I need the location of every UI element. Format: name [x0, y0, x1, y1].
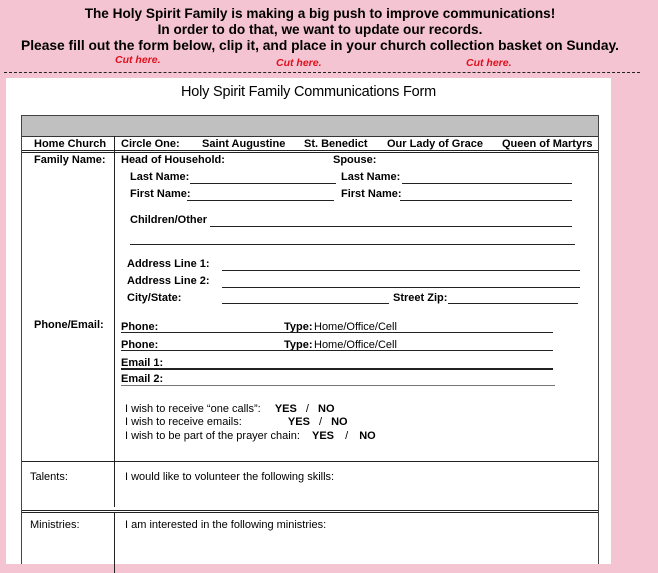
address-line-1-field[interactable] [222, 270, 580, 271]
email-1-label: Email 1: [121, 357, 164, 369]
divider [114, 513, 115, 573]
first-name-label: First Name: [130, 188, 191, 200]
phone-2-field[interactable] [121, 350, 553, 351]
pref-question: I wish to be part of the prayer chain: [125, 430, 300, 442]
family-name-label: Family Name: [34, 154, 106, 166]
phone-1-field[interactable] [121, 332, 553, 333]
cut-here-label: Cut here. [276, 57, 322, 69]
pref-prayer-chain [125, 430, 376, 442]
home-church-label: Home Church [34, 138, 107, 150]
address-line-2-field[interactable] [222, 287, 580, 288]
cut-line [4, 72, 640, 73]
divider [22, 461, 598, 462]
pref-emails [125, 416, 348, 428]
cut-here-label: Cut here. [115, 54, 161, 66]
pref-no-option[interactable]: NO [318, 403, 335, 415]
email-1-field[interactable] [121, 368, 553, 370]
city-state-field[interactable] [222, 303, 389, 304]
header-band [22, 116, 598, 137]
phone-email-label: Phone/Email: [34, 319, 104, 331]
pref-yes-option[interactable]: YES [312, 430, 335, 442]
children-other-field-line-2[interactable] [130, 244, 575, 245]
address-line-1-label: Address Line 1: [127, 258, 210, 270]
divider [22, 150, 598, 153]
email-2-label: Email 2: [121, 373, 164, 385]
spouse-last-name-field[interactable] [402, 183, 572, 184]
street-zip-field[interactable] [448, 303, 578, 304]
church-option-queen-of-martyrs[interactable]: Queen of Martyrs [502, 138, 593, 150]
pref-separator: / [305, 403, 309, 415]
pref-yes-option[interactable]: YES [287, 416, 310, 428]
spouse-last-name-label: Last Name: [341, 171, 401, 183]
last-name-label: Last Name: [130, 171, 190, 183]
spouse-first-name-label: First Name: [341, 188, 402, 200]
divider [114, 152, 115, 507]
head-of-household-label: Head of Household: [121, 154, 225, 166]
pref-question: I wish to receive emails: [125, 416, 242, 428]
address-line-2-label: Address Line 2: [127, 275, 210, 287]
pref-no-option[interactable]: NO [331, 416, 348, 428]
intro-line-2: In order to do that, we want to update our records. [157, 22, 483, 37]
form-table [21, 115, 599, 564]
cut-here-label: Cut here. [466, 57, 512, 69]
pref-yes-option[interactable]: YES [274, 403, 297, 415]
phone-2-label: Phone: [121, 339, 159, 351]
intro-line-1: The Holy Spirit Family is making a big push to improve communications! [84, 6, 556, 21]
pref-question: I wish to receive “one calls”: [125, 403, 261, 415]
talents-prompt: I would like to volunteer the following skills: [125, 471, 335, 483]
phone-1-type-options[interactable]: Home/Office/Cell [314, 321, 397, 333]
church-option-saint-augustine[interactable]: Saint Augustine [202, 138, 286, 150]
first-name-field[interactable] [187, 200, 334, 201]
phone-1-label: Phone: [121, 321, 159, 333]
email-2-field[interactable] [121, 385, 555, 386]
intro-line-3: Please fill out the form below, clip it, and place in your church collection basket on Sunday. [21, 38, 619, 53]
phone-2-type-label: Type: [284, 339, 313, 351]
ministries-prompt: I am interested in the following ministries: [125, 519, 327, 531]
children-other-label: Children/Other [130, 214, 208, 226]
divider [22, 510, 598, 513]
pref-separator: / [318, 416, 323, 428]
pref-no-option[interactable]: NO [359, 430, 376, 442]
form-title: Holy Spirit Family Communications Form [180, 84, 437, 100]
pref-one-calls [125, 403, 335, 415]
phone-2-type-options[interactable]: Home/Office/Cell [314, 339, 397, 351]
last-name-field[interactable] [190, 183, 336, 184]
children-other-field[interactable] [210, 226, 572, 227]
circle-one-label: Circle One: [121, 138, 180, 150]
pref-separator: / [345, 430, 349, 442]
phone-1-type-label: Type: [284, 321, 313, 333]
spouse-label: Spouse: [333, 154, 377, 166]
church-option-st-benedict[interactable]: St. Benedict [304, 138, 368, 150]
talents-label: Talents: [30, 471, 68, 483]
city-state-label: City/State: [127, 292, 182, 304]
church-option-our-lady-of-grace[interactable]: Our Lady of Grace [387, 138, 483, 150]
ministries-label: Ministries: [30, 519, 80, 531]
street-zip-label: Street Zip: [393, 292, 448, 304]
spouse-first-name-field[interactable] [400, 200, 572, 201]
